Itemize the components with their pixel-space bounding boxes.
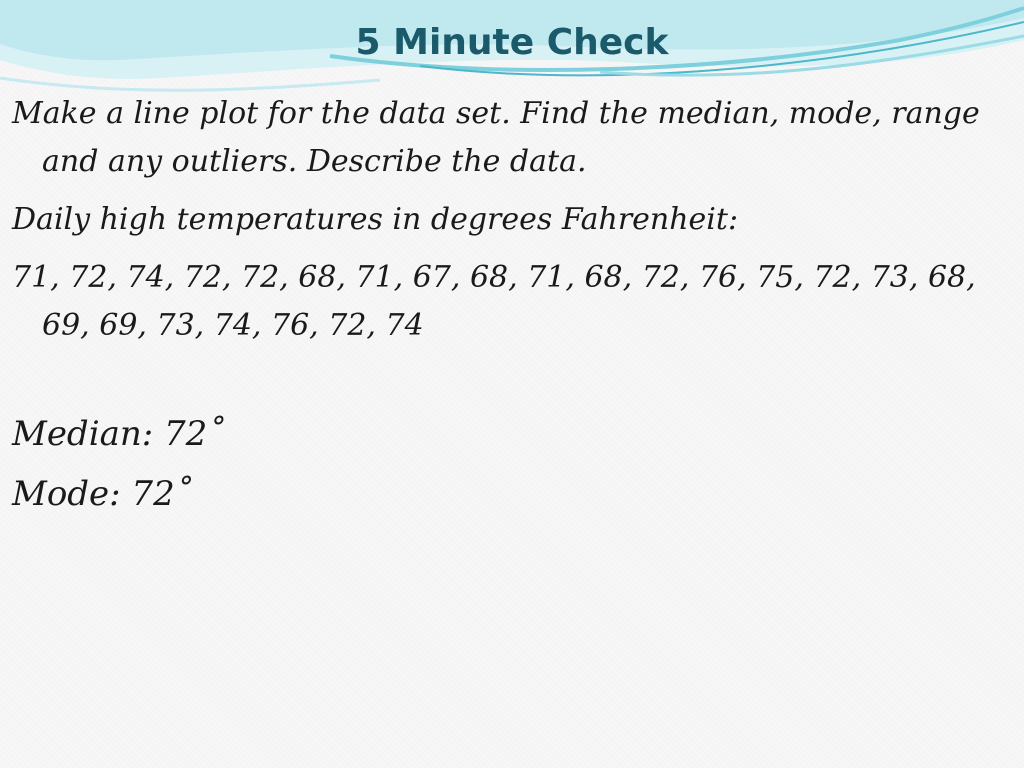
- slide-body: [12, 90, 1012, 524]
- spacer: [12, 360, 1012, 404]
- data-label: Daily high temperatures in degrees Fahrenheit:: [12, 202, 739, 237]
- slide-title: 5 Minute Check: [355, 22, 669, 63]
- median-answer: Median: 72˚: [12, 414, 225, 454]
- instructions-text: Make a line plot for the data set. Find the median, mode, range and any outliers. Describe the data.: [12, 96, 980, 179]
- mode-answer: Mode: 72˚: [12, 474, 192, 514]
- data-values: 71, 72, 74, 72, 72, 68, 71, 67, 68, 71, 68, 72, 76, 75, 72, 73, 68, 69, 69, 73, 74, 76, 72, 74: [12, 260, 976, 343]
